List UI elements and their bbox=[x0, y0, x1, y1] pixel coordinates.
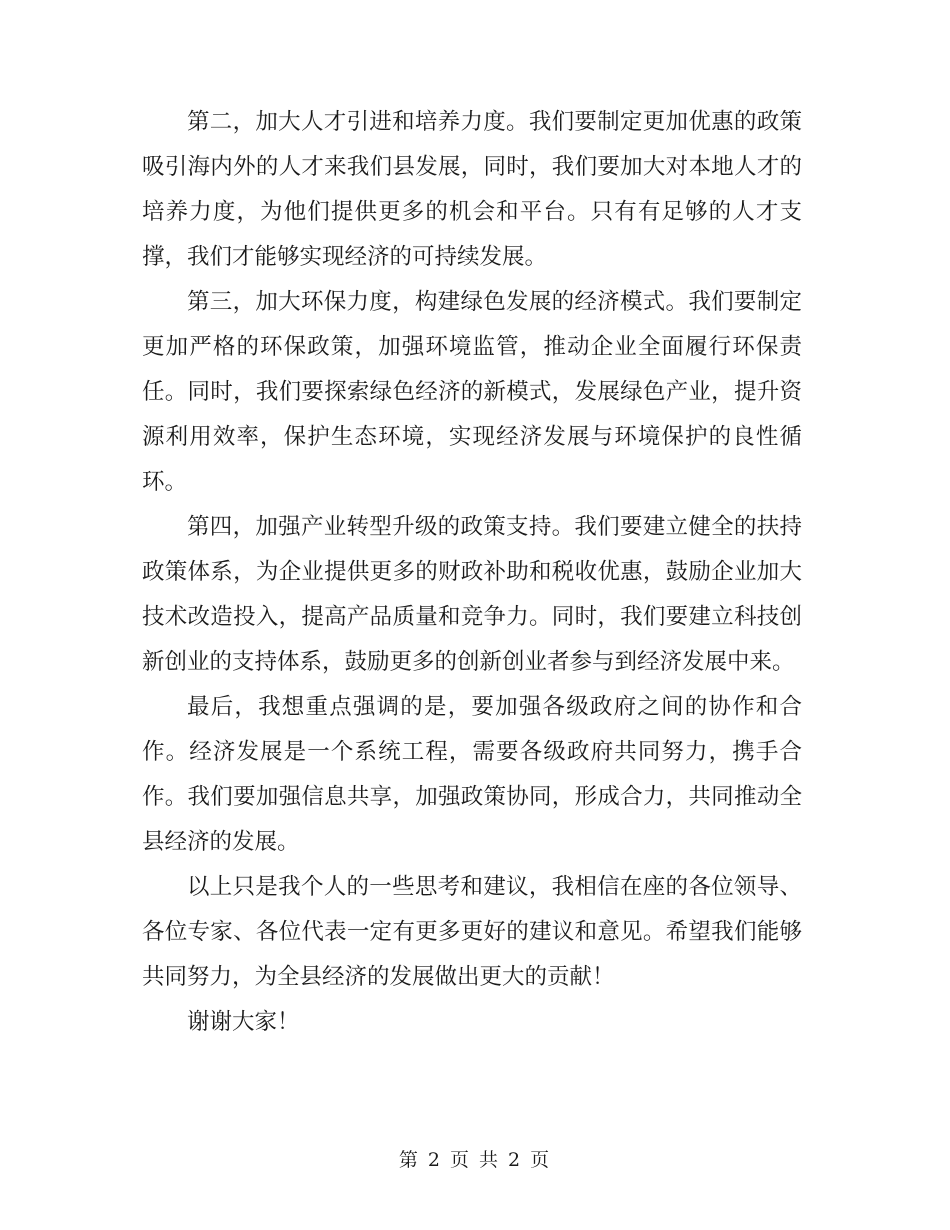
paragraph-closing: 以上只是我个人的一些思考和建议，我相信在座的各位领导、各位专家、各位代表一定有更多更好的建议和意见。希望我们能够共同努力，为全县经济的发展做出更大的贡献！ bbox=[142, 874, 802, 990]
page-number-footer: 第 2 页 共 2 页 bbox=[398, 1149, 552, 1171]
paragraph-thanks: 谢谢大家！ bbox=[187, 1009, 300, 1035]
paragraph-talent: 第二，加大人才引进和培养力度。我们要制定更加优惠的政策吸引海内外的人才来我们县发展，同时，我们要加大对本地人才的培养力度，为他们提供更多的机会和平台。只有有足够的人才支撑，我们才能够实现经济的可持续发展。 bbox=[142, 109, 802, 270]
paragraph-cooperation: 最后，我想重点强调的是，要加强各级政府之间的协作和合作。经济发展是一个系统工程，需要各级政府共同努力，携手合作。我们要加强信息共享，加强政策协同，形成合力，共同推动全县经济的发展。 bbox=[142, 694, 802, 855]
paragraph-industry: 第四，加强产业转型升级的政策支持。我们要建立健全的扶持政策体系，为企业提供更多的财政补助和税收优惠，鼓励企业加大技术改造投入，提高产品质量和竞争力。同时，我们要建立科技创新创业的支持体系，鼓励更多的创新创业者参与到经济发展中来。 bbox=[142, 514, 802, 675]
document-body bbox=[142, 100, 802, 1045]
paragraph-environment: 第三，加大环保力度，构建绿色发展的经济模式。我们要制定更加严格的环保政策，加强环境监管，推动企业全面履行环保责任。同时，我们要探索绿色经济的新模式，发展绿色产业，提升资源利用效率，保护生态环境，实现经济发展与环境保护的良性循环。 bbox=[142, 289, 802, 495]
